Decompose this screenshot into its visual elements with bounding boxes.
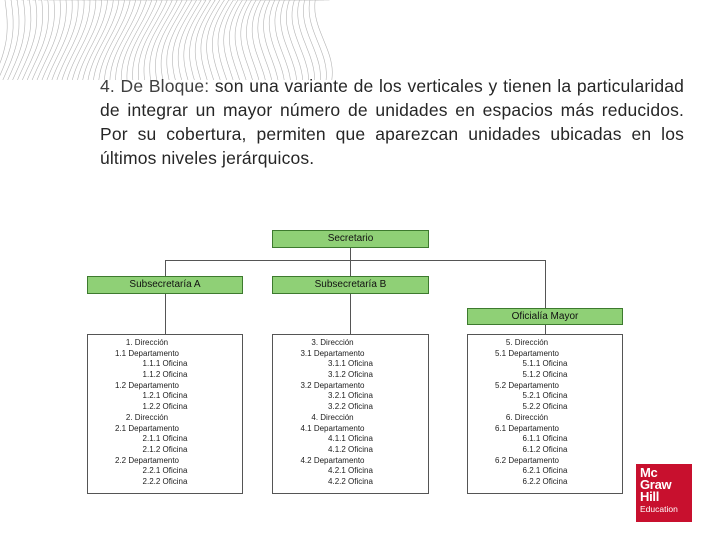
list-item: 1.1 Departamento <box>114 348 180 358</box>
wave-line <box>155 0 182 80</box>
logo-line-2: Graw <box>640 477 672 492</box>
wave-line <box>235 0 252 80</box>
wave-line <box>190 0 211 80</box>
list-item: 2.1.1 Oficina <box>142 434 188 444</box>
list-item: 3.1.2 Oficina <box>328 370 373 380</box>
logo-line-4: Education <box>640 504 678 514</box>
list-item: 6. Dirección <box>505 412 549 422</box>
wave-line <box>161 0 187 80</box>
list-item: 6.1 Departamento <box>494 423 560 433</box>
wave-line <box>78 0 108 80</box>
paragraph-lead: 4. De Bloque: <box>100 76 210 96</box>
list-item: 5.2.1 Oficina <box>522 391 568 401</box>
wave-line <box>42 0 66 80</box>
wave-line <box>212 0 230 80</box>
list-item: 3.1 Departamento <box>300 348 365 358</box>
wave-line <box>138 0 167 80</box>
list-item: 4.2.2 Oficina <box>328 476 373 486</box>
wave-line <box>3 0 19 80</box>
wave-line <box>258 0 275 80</box>
units-list-b <box>272 334 429 494</box>
wave-line <box>144 0 172 80</box>
units-list-a <box>87 334 243 494</box>
wave-line <box>110 0 141 80</box>
wave-line <box>184 0 206 80</box>
list-item: 1.2.2 Oficina <box>142 402 188 412</box>
list-item: 6.1.2 Oficina <box>522 444 568 454</box>
list-item: 4.2 Departamento <box>300 455 365 465</box>
list-item: 2.2.1 Oficina <box>142 466 188 476</box>
list-item: 6.2.1 Oficina <box>522 466 568 476</box>
list-item: 1.1.2 Oficina <box>142 370 188 380</box>
node-oficialia-mayor: Oficialía Mayor <box>467 308 623 325</box>
list-item: 4. Dirección <box>311 412 354 422</box>
connector-line <box>545 260 546 308</box>
wave-line <box>8 0 25 80</box>
list-item: 2.1 Departamento <box>114 423 180 433</box>
list-item: 1.2 Departamento <box>114 380 180 390</box>
wave-line <box>207 0 225 80</box>
wave-line <box>67 0 96 80</box>
list-item: 5.2.2 Oficina <box>522 402 568 412</box>
wave-line <box>303 0 320 80</box>
list-item: 3.2.2 Oficina <box>328 402 373 412</box>
connector-line <box>350 294 351 334</box>
wave-line <box>72 0 101 80</box>
logo-line-1: Mc <box>640 465 658 480</box>
wave-line <box>99 0 130 80</box>
wave-line <box>18 0 37 80</box>
connector-line <box>350 247 351 260</box>
list-item: 2. Dirección <box>125 412 169 422</box>
wave-line <box>269 0 285 80</box>
connector-line <box>165 294 166 334</box>
wave-line <box>218 0 236 80</box>
list-item: 4.1.1 Oficina <box>328 434 373 444</box>
list-item: 3. Dirección <box>311 338 354 347</box>
list-item: 4.1.2 Oficina <box>328 444 373 454</box>
list-item: 1.1.1 Oficina <box>142 359 188 369</box>
paragraph-body: son una variante de los verticales y tienen la particularidad de integrar un mayor número de unidades en espacios más reducidos. Por su cobertura, permiten que aparezcan unidades ubicadas en los últimos niveles jerárquicos. <box>100 76 685 168</box>
wave-line <box>281 0 297 80</box>
list-item: 5. Dirección <box>505 338 549 347</box>
list-item: 6.2.2 Oficina <box>522 476 568 486</box>
node-subsecretaria-a: Subsecretaría A <box>87 276 243 294</box>
connector-line <box>165 260 166 276</box>
wave-line <box>121 0 152 80</box>
wave-line <box>167 0 192 80</box>
description-paragraph <box>100 74 684 170</box>
list-item: 2.1.2 Oficina <box>142 444 188 454</box>
logo-line-3: Hill <box>640 489 660 504</box>
units-list-c <box>467 334 623 494</box>
node-secretario: Secretario <box>272 230 429 248</box>
list-item: 6.2 Departamento <box>494 455 560 465</box>
list-item: 1. Dirección <box>125 338 169 347</box>
wave-line <box>13 0 31 80</box>
connector-line <box>545 324 546 334</box>
wave-line <box>275 0 291 80</box>
list-item: 5.2 Departamento <box>494 380 560 390</box>
wave-line <box>229 0 247 80</box>
connector-line <box>350 260 351 276</box>
list-item: 3.2.1 Oficina <box>328 391 373 401</box>
list-item: 1.2.1 Oficina <box>142 391 188 401</box>
mcgraw-hill-logo <box>636 464 692 522</box>
wave-line <box>298 0 315 80</box>
list-item: 5.1.2 Oficina <box>522 370 568 380</box>
wave-line <box>88 0 119 80</box>
connector-line <box>165 260 545 261</box>
list-item: 5.1.1 Oficina <box>522 359 568 369</box>
wave-line <box>32 0 54 80</box>
list-item: 2.2.2 Oficina <box>142 476 188 486</box>
list-item: 3.2 Departamento <box>300 380 365 390</box>
list-item: 2.2 Departamento <box>114 455 180 465</box>
wave-line <box>0 0 7 80</box>
list-item: 6.1.1 Oficina <box>522 434 568 444</box>
list-item: 4.1 Departamento <box>300 423 365 433</box>
node-subsecretaria-b: Subsecretaría B <box>272 276 429 294</box>
wave-line <box>47 0 72 80</box>
list-item: 4.2.1 Oficina <box>328 466 373 476</box>
decorative-wave-graphic <box>0 0 360 80</box>
list-item: 3.1.1 Oficina <box>328 359 373 369</box>
wave-line <box>93 0 124 80</box>
list-item: 5.1 Departamento <box>494 348 560 358</box>
wave-line <box>315 0 333 80</box>
